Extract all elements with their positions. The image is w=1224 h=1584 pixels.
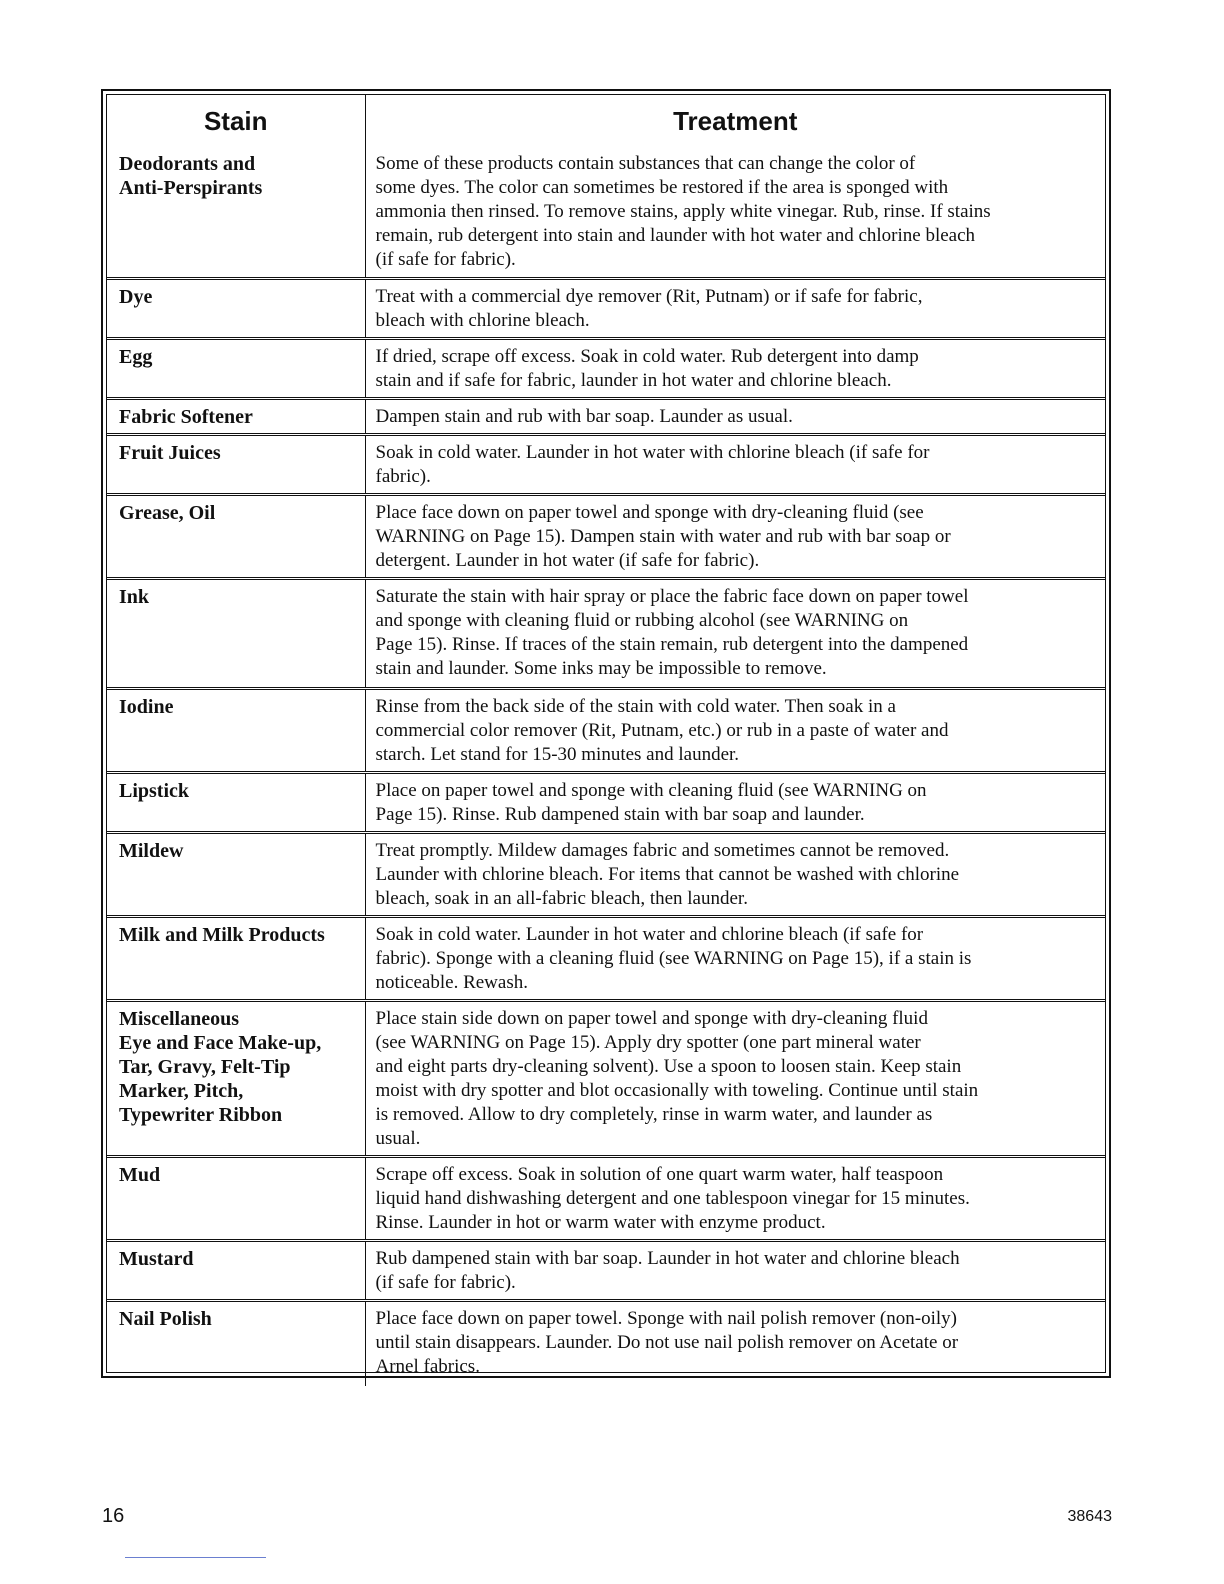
treatment-column-header: Treatment (673, 105, 798, 136)
stain-name: Egg (107, 338, 365, 398)
table-row (107, 494, 1105, 578)
stain-name: Lipstick (107, 772, 365, 832)
treatment-text: Place face down on paper towel and sponge with dry-cleaning fluid (see WARNING on Page 15). Dampen stain with water and rub with bar soap or detergent. Launder in hot water (if safe for fabric). (365, 494, 1105, 578)
table-row (107, 434, 1105, 494)
table-row (107, 578, 1105, 688)
stain-name: Deodorants and Anti-Perspirants (107, 147, 365, 278)
table-row (107, 338, 1105, 398)
treatment-text: Place stain side down on paper towel and sponge with dry-cleaning fluid (see WARNING on Page 15). Apply dry spotter (one part mineral water and eight parts dry-cleaning solvent). Use a spoon to loosen stain. Keep stain moist with dry spotter and blot occasionally with toweling. Continue until stain is removed. Allow to dry completely, rinse in warm water, and launder as usual. (365, 1000, 1105, 1156)
table-row (107, 1156, 1105, 1240)
stain-name: Dye (107, 278, 365, 338)
header-row (107, 95, 1105, 147)
treatment-text: Dampen stain and rub with bar soap. Launder as usual. (365, 398, 1105, 434)
treatment-text: Scrape off excess. Soak in solution of one quart warm water, half teaspoon liquid hand dishwashing detergent and one tablespoon vinegar for 15 minutes. Rinse. Launder in hot or warm water with enzyme product. (365, 1156, 1105, 1240)
stain-name: Mildew (107, 832, 365, 916)
table-row (107, 278, 1105, 338)
treatment-text: Treat with a commercial dye remover (Rit, Putnam) or if safe for fabric, bleach with chlorine bleach. (365, 278, 1105, 338)
treatment-text: Place on paper towel and sponge with cleaning fluid (see WARNING on Page 15). Rinse. Rub dampened stain with bar soap and launder. (365, 772, 1105, 832)
table-row (107, 688, 1105, 772)
footer-rule (125, 1557, 266, 1558)
treatment-text: Place face down on paper towel. Sponge with nail polish remover (non-oily) until stain disappears. Launder. Do not use nail polish remover on Acetate or Arnel fabrics. (375, 1307, 959, 1377)
table-row (107, 1000, 1105, 1156)
treatment-text: Soak in cold water. Launder in hot water and chlorine bleach (if safe for fabric). Sponge with a cleaning fluid (see WARNING on Page 15), if a stain is noticeable. Rewash. (365, 916, 1105, 1000)
stain-name: Milk and Milk Products (107, 916, 365, 1000)
table-row (107, 398, 1105, 434)
treatment-text: Saturate the stain with hair spray or place the fabric face down on paper towel and sponge with cleaning fluid or rubbing alcohol (see WARNING on Page 15). Rinse. If traces of the stain remain, rub detergent into the dampened stain and launder. Some inks may be impossible to remove. (365, 578, 1105, 688)
table-row (107, 1300, 1105, 1386)
table-row (107, 916, 1105, 1000)
table-row (107, 832, 1105, 916)
document-code: 38643 (1067, 1508, 1112, 1525)
stain-name: Ink (107, 578, 365, 688)
stain-table-inner-frame (106, 94, 1106, 1377)
treatment-text: Soak in cold water. Launder in hot water with chlorine bleach (if safe for fabric). (365, 434, 1105, 494)
table-row (107, 1240, 1105, 1300)
stain-treatment-table (107, 95, 1105, 1386)
stain-name: Mud (107, 1156, 365, 1240)
stain-name: Fruit Juices (107, 434, 365, 494)
treatment-text: Some of these products contain substances that can change the color of some dyes. The color can sometimes be restored if the area is sponged with ammonia then rinsed. To remove stains, apply white vinegar. Rub, rinse. If stains remain, rub detergent into stain and launder with hot water and chlorine bleach (if safe for fabric). (365, 147, 1105, 278)
page-number: 16 (102, 1505, 125, 1527)
stain-name: Grease, Oil (107, 494, 365, 578)
table-row (107, 147, 1105, 278)
table-row (107, 772, 1105, 832)
stain-name: Fabric Softener (107, 398, 365, 434)
treatment-text: If dried, scrape off excess. Soak in cold water. Rub detergent into damp stain and if safe for fabric, launder in hot water and chlorine bleach. (365, 338, 1105, 398)
stain-column-header: Stain (107, 95, 365, 147)
stain-name: Miscellaneous Eye and Face Make-up, Tar, Gravy, Felt-Tip Marker, Pitch, Typewriter Ribbon (107, 1000, 365, 1156)
treatment-text: Treat promptly. Mildew damages fabric and sometimes cannot be removed. Launder with chlorine bleach. For items that cannot be washed with chlorine bleach, soak in an all-fabric bleach, then launder. (365, 832, 1105, 916)
treatment-text: Rinse from the back side of the stain with cold water. Then soak in a commercial color remover (Rit, Putnam, etc.) or rub in a paste of water and starch. Let stand for 15-30 minutes and launder. (365, 688, 1105, 772)
stain-table-frame (101, 89, 1111, 1378)
stain-name: Nail Polish (107, 1300, 365, 1386)
stain-name: Iodine (107, 688, 365, 772)
stain-name: Mustard (107, 1240, 365, 1300)
treatment-text: Rub dampened stain with bar soap. Launder in hot water and chlorine bleach (if safe for fabric). (365, 1240, 1105, 1300)
